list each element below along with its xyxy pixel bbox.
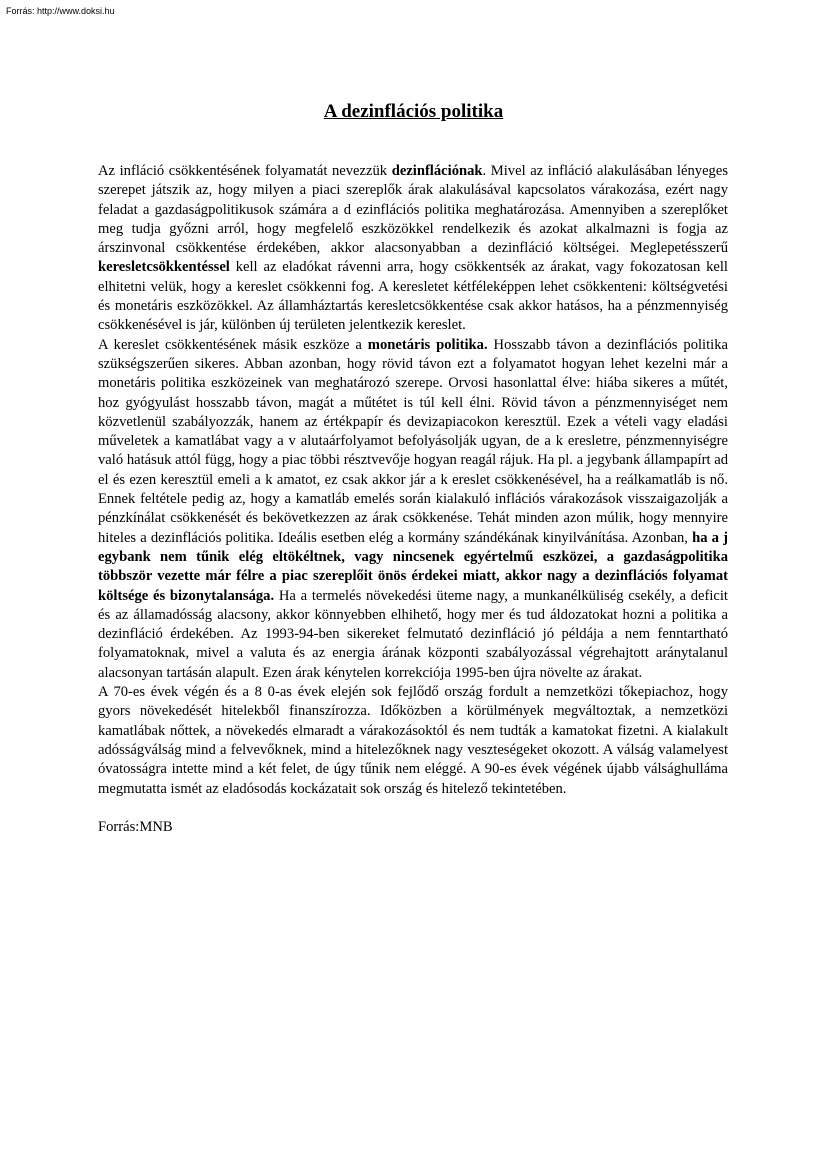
paragraph-2 [98,336,728,683]
text-segment: Hosszabb távon a dezinflációs politika szükségszerűen sikeres. Abban azonban, hogy rövid távon ezt a folyamatot hogyan lehet kezelni már a monetáris politika eszközeinek van meghatározó szerepe. Orvosi hasonlattal élve: hiába sikeres a műtét, hoz gyógyulást hosszabb távon, magát a műtétet is túl kell élni. Rövid távon a pénzmennyiséget nem közvetlenül szabályozzák, hanem az értékpapír és devizapiacokon keresztül. Ezek a vételi vagy eladási műveletek a kamatlábat vagy a v alutaárfolyamot befolyásolják ugyan, de a k eresletre, pénzmennyiségre való hatásuk attól függ, hogy a piac többi résztvevője hogyan reagál rájuk. Ha pl. a jegybank állampapírt ad el és ezen keresztül emeli a k amatot, ez csak akkor jár a k ereslet csökkenésével, ha a reálkamatláb is nő. Ennek feltétele pedig az, hogy a kamatláb emelés során kialakuló inflációs várakozások visszaigazolják a pénzkínálat csökkenését és bekövetkezzen az árak csökkenése. Tehát minden azon múlik, hogy mennyire hiteles a dezinflációs politika. Ideális esetben elég a kormány szándékának kinyilvánítása. Azonban, [98,336,728,546]
source-url-header: Forrás: http://www.doksi.hu [6,6,115,16]
text-segment: Az infláció csökkentésének folyamatát nevezzük [98,163,392,179]
bold-emphasis-jegybank: ha a j egybank nem tűnik elég eltökéltnek, vagy nincsenek egyértelmű eszközei, a gazdaságpolitika többször vezette már félre a piac szereplőit önös érdekei miatt, akkor nagy a dezinflációs folyamat költsége és bizonytalansága. [98,529,728,604]
paragraph-3 [98,683,728,799]
source-note: Forrás:MNB [98,818,173,835]
bold-term-keresletcsokkentes: keresletcsökkentéssel [98,259,230,276]
page-title: A dezinflációs politika [323,101,504,122]
article-body [98,162,728,837]
text-segment: . Mivel az infláció alakulásában lényeges szerepet játszik az, hogy milyen a piaci szereplők árak alakulásával kapcsolatos várakozása, ezért nagy feladat a gazdaságpolitikusok számára a d ezinflációs politika meghatározása. Amennyiben a szereplőket meg tudja győzni arról, hogy megfelelő eszközökkel rendelkezik és azokat alkalmazni is fogja az árszinvonal csökkentése érdekében, akkor alacsonyabban a dezinfláció költségei. Meglepetésszerű [98,163,728,257]
text-segment: A kereslet csökkentésének másik eszköze a [98,336,368,353]
bold-term-monetaris-politika: monetáris politika. [367,336,488,353]
text-segment: A 70-es évek végén és a 8 0-as évek elején sok fejlődő ország fordult a nemzetközi tőkepiachoz, hogy gyors növekedését hitelekből finanszírozza. Időközben a körülmények megváltoztak, a nemzetközi kamatlábak nőttek, a növekedés elmaradt a várakozásoktól és nem tudták a kamatokat fizetni. A kialakult adósságválság mind a felvevőknek, mind a hitelezőknek nagy veszteségeket okozott. A válság valamelyest óvatosságra intette mind a két felet, de úgy tűnik nem eléggé. A 90-es évek végének újabb válsághulláma megmutatta ismét az eladósodás kockázatait sok ország és hitelező tekintetében. [98,684,728,797]
text-segment: kell az eladókat rávenni arra, hogy csökkentsék az árakat, vagy fokozatosan kell elhitetni velük, hogy a kereslet csökkenni fog. A keresletet kétféleképpen lehet csökkenteni: költségvetési és monetáris eszközökkel. Az államháztartás keresletcsökkentése csak akkor hatásos, ha a pénzmennyiség csökkenésével is jár, különben új területen jelentkezik kereslet. [98,259,728,334]
paragraph-1 [98,162,728,336]
text-segment: Ha a termelés növekedési üteme nagy, a munkanélküliség csekély, a deficit és az államadósság alacsony, akkor könnyebben elhihető, hogy mer és tud áldozatokat hozni a politika a dezinfláció érdekében. Az 1993-94-ben sikereket felmutató dezinfláció jó példája a nem fenntartható folyamatoknak, mivel a valuta és az energia árának központi szabályozással végrehajtott aránytalanul alacsonyan tartásán alapult. Ezen árak kénytelen korrekciója 1995-ben újra növelte az árakat. [98,587,728,681]
bold-term-dezinflacio: dezinflációnak [391,163,483,179]
